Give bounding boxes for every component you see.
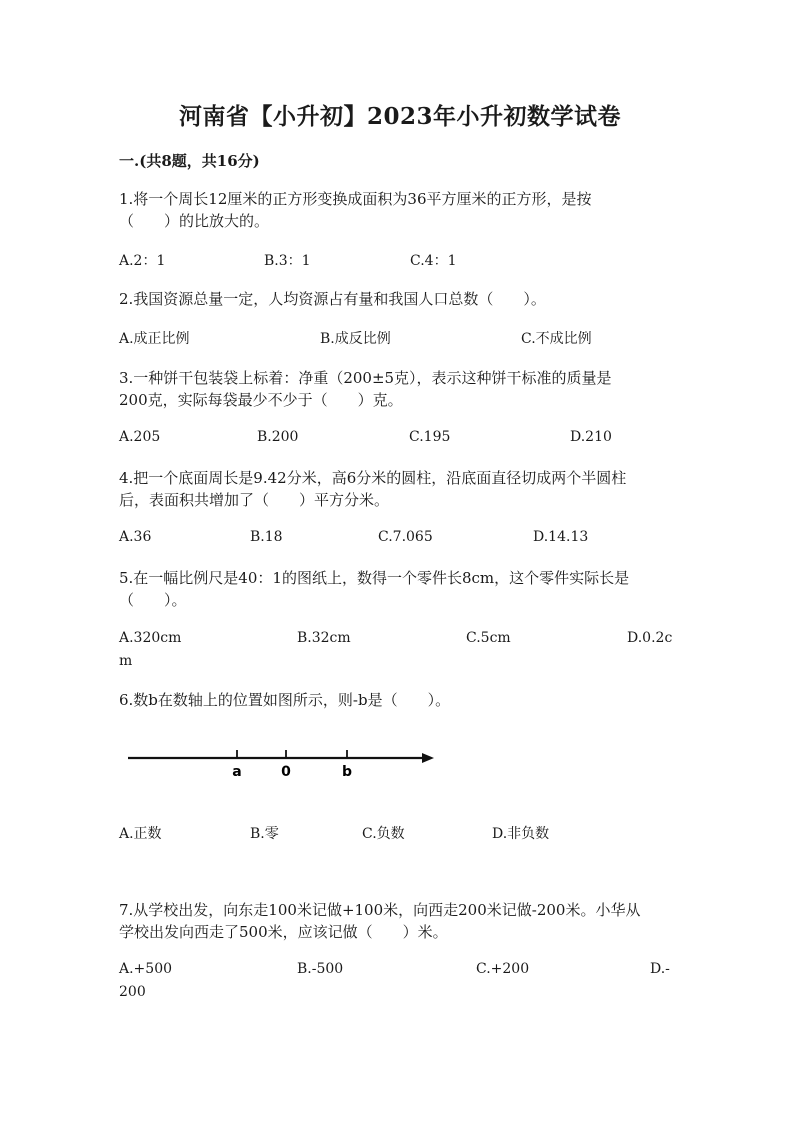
question-5-option-d-wrap: m (119, 653, 133, 669)
question-7-option-b: B.-500 (297, 961, 344, 977)
question-4-stem-line-2: 后，表面积共增加了（ ）平方分米。 (119, 491, 390, 509)
question-7-option-d-wrap: 200 (119, 984, 146, 1000)
question-2-stem-line-1: 2.我国资源总量一定，人均资源占有量和我国人口总数（ ）。 (119, 290, 546, 308)
question-7-stem-line-1: 7.从学校出发，向东走100米记做+100米，向西走200米记做-200米。小华从 (119, 901, 641, 919)
question-5-stem-line-2: （ ）。 (119, 591, 187, 609)
question-2-option-c: C.不成比例 (521, 331, 592, 347)
question-3-option-d: D.210 (570, 429, 612, 445)
question-5-option-c: C.5cm (466, 630, 511, 646)
question-1-stem-line-1: 1.将一个周长12厘米的正方形变换成面积为36平方厘米的正方形，是按 (119, 190, 592, 208)
question-6-stem-line-1: 6.数b在数轴上的位置如图所示，则-b是（ ）。 (119, 691, 451, 709)
section-heading: 一.(共8题，共16分) (119, 152, 260, 170)
axis-label-zero: 0 (281, 764, 291, 780)
question-3-option-a: A.205 (119, 429, 161, 445)
question-4-option-d: D.14.13 (533, 529, 589, 545)
question-1-option-c: C.4：1 (410, 253, 457, 269)
question-4-option-a: A.36 (119, 529, 152, 545)
question-5-stem-line-1: 5.在一幅比例尺是40：1的图纸上，数得一个零件长8cm，这个零件实际长是 (119, 569, 630, 587)
question-3-stem-line-1: 3.一种饼干包装袋上标着：净重（200±5克），表示这种饼干标准的质量是 (119, 369, 612, 387)
question-2-option-b: B.成反比例 (320, 331, 391, 347)
page-title: 河南省【小升初】2023年小升初数学试卷 (178, 103, 621, 130)
question-3-stem-line-2: 200克，实际每袋最少不少于（ ）克。 (119, 391, 403, 409)
question-4-option-c: C.7.065 (378, 529, 433, 545)
question-1-stem-line-2: （ ）的比放大的。 (119, 212, 270, 230)
question-3-option-c: C.195 (409, 429, 451, 445)
question-5-option-d: D.0.2c (627, 630, 673, 646)
axis-label-a: a (232, 764, 242, 780)
question-6-option-b: B.零 (250, 826, 279, 842)
number-line-figure (120, 742, 440, 782)
question-6-option-a: A.正数 (119, 826, 162, 842)
axis-label-b: b (341, 764, 353, 780)
question-4-option-b: B.18 (250, 529, 283, 545)
question-5-option-a: A.320cm (119, 630, 182, 646)
question-2-option-a: A.成正比例 (119, 331, 190, 347)
question-7-stem-line-2: 学校出发向西走了500米，应该记做（ ）米。 (119, 923, 448, 941)
question-1-option-b: B.3：1 (264, 253, 311, 269)
question-7-option-a: A.+500 (119, 961, 173, 977)
question-3-option-b: B.200 (257, 429, 299, 445)
question-5-option-b: B.32cm (297, 630, 351, 646)
question-7-option-d: D.- (650, 961, 670, 977)
question-6-option-c: C.负数 (362, 826, 405, 842)
question-4-stem-line-1: 4.把一个底面周长是9.42分米，高6分米的圆柱，沿底面直径切成两个半圆柱 (119, 469, 627, 487)
question-6-option-d: D.非负数 (492, 826, 550, 842)
number-line-arrow-icon (422, 753, 434, 763)
question-7-option-c: C.+200 (476, 961, 530, 977)
question-1-option-a: A.2：1 (119, 253, 166, 269)
